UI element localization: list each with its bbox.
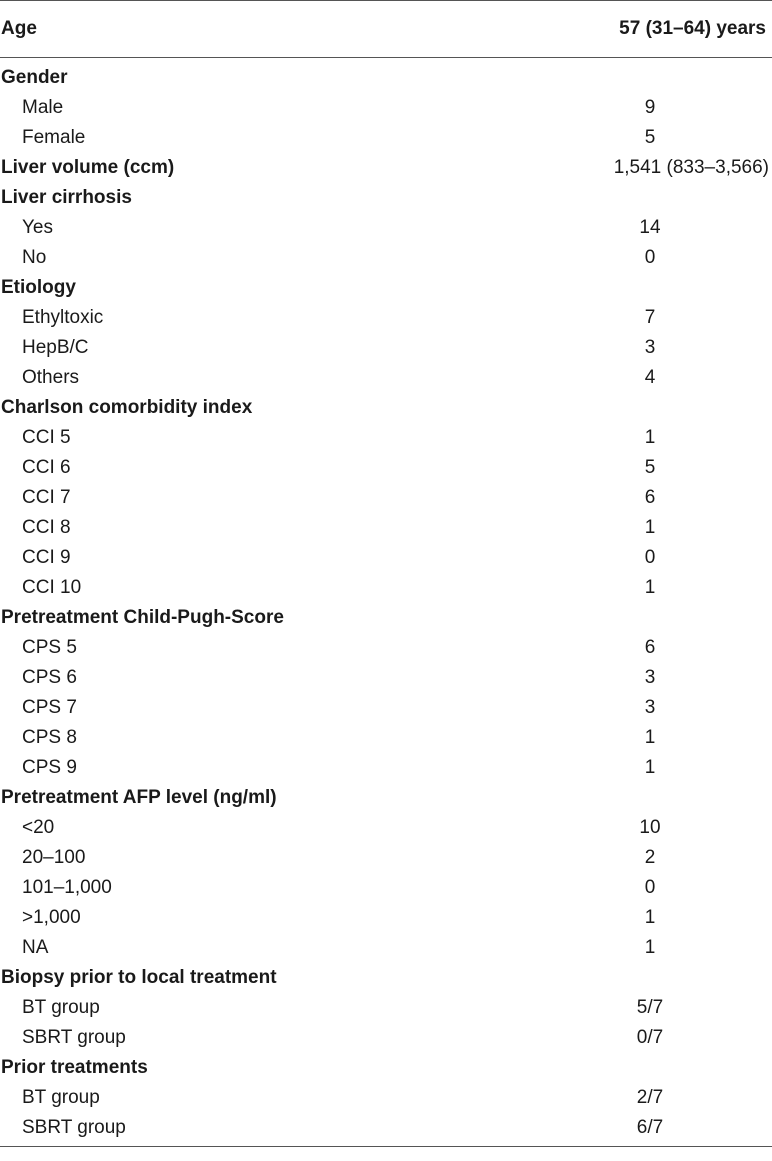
row-label: CCI 8 bbox=[22, 517, 71, 538]
row-label: CPS 7 bbox=[22, 697, 77, 718]
header-value: 57 (31–64) years bbox=[619, 18, 766, 39]
table-row bbox=[0, 753, 772, 783]
bottom-rule bbox=[0, 1146, 772, 1147]
row-value: 4 bbox=[644, 367, 656, 388]
row-label: Others bbox=[22, 367, 80, 388]
row-label: Biopsy prior to local treatment bbox=[1, 967, 277, 988]
row-value: 5 bbox=[644, 127, 656, 148]
row-value: 10 bbox=[639, 817, 661, 838]
table-row bbox=[0, 483, 772, 513]
row-label: SBRT group bbox=[22, 1027, 126, 1048]
table-row bbox=[0, 1023, 772, 1053]
row-label: Female bbox=[22, 127, 86, 148]
row-label: HepB/C bbox=[22, 337, 89, 358]
row-value: 1 bbox=[644, 727, 656, 748]
table-header-row bbox=[0, 1, 772, 58]
row-label: CPS 8 bbox=[22, 727, 77, 748]
table-row bbox=[0, 1083, 772, 1113]
table-row bbox=[0, 993, 772, 1023]
row-label: Pretreatment Child-Pugh-Score bbox=[1, 607, 284, 628]
row-value: 1 bbox=[644, 427, 656, 448]
table-row bbox=[0, 693, 772, 723]
section-row bbox=[0, 603, 772, 633]
table-row bbox=[0, 873, 772, 903]
row-value: 0 bbox=[644, 247, 656, 268]
section-row bbox=[0, 273, 772, 303]
row-label: CPS 6 bbox=[22, 667, 77, 688]
table-row bbox=[0, 1113, 772, 1143]
row-label: Gender bbox=[1, 67, 68, 88]
table-row bbox=[0, 513, 772, 543]
row-label: CCI 7 bbox=[22, 487, 71, 508]
row-value: 5/7 bbox=[636, 997, 664, 1018]
table-row bbox=[0, 303, 772, 333]
row-value: 1 bbox=[644, 517, 656, 538]
row-label: CPS 5 bbox=[22, 637, 77, 658]
row-value: 0 bbox=[644, 547, 656, 568]
row-value: 1,541 (833–3,566) bbox=[613, 157, 769, 178]
table-row bbox=[0, 663, 772, 693]
row-label: Charlson comorbidity index bbox=[1, 397, 253, 418]
row-label: SBRT group bbox=[22, 1117, 126, 1138]
table-row bbox=[0, 843, 772, 873]
row-label: Yes bbox=[22, 217, 53, 238]
row-label: Liver volume (ccm) bbox=[1, 157, 175, 178]
row-label: Male bbox=[22, 97, 64, 118]
section-row bbox=[0, 153, 772, 183]
table-row bbox=[0, 543, 772, 573]
row-label: CCI 9 bbox=[22, 547, 71, 568]
row-value: 1 bbox=[644, 937, 656, 958]
table-row bbox=[0, 363, 772, 393]
row-value: 5 bbox=[644, 457, 656, 478]
row-label: NA bbox=[22, 937, 49, 958]
row-label: 101–1,000 bbox=[22, 877, 112, 898]
section-row bbox=[0, 1053, 772, 1083]
section-row bbox=[0, 183, 772, 213]
row-label: CCI 5 bbox=[22, 427, 71, 448]
row-label: Pretreatment AFP level (ng/ml) bbox=[1, 787, 277, 808]
row-value: 14 bbox=[639, 217, 661, 238]
row-value: 2/7 bbox=[636, 1087, 664, 1108]
row-value: 3 bbox=[644, 667, 656, 688]
table-row bbox=[0, 453, 772, 483]
table-row bbox=[0, 243, 772, 273]
row-value: 0 bbox=[644, 877, 656, 898]
section-row bbox=[0, 783, 772, 813]
section-row bbox=[0, 393, 772, 423]
row-label: No bbox=[22, 247, 47, 268]
row-value: 3 bbox=[644, 337, 656, 358]
row-label: BT group bbox=[22, 997, 100, 1018]
table-row bbox=[0, 573, 772, 603]
table-row bbox=[0, 93, 772, 123]
header-label: Age bbox=[1, 18, 37, 39]
row-label: Ethyltoxic bbox=[22, 307, 104, 328]
row-label: BT group bbox=[22, 1087, 100, 1108]
row-value: 1 bbox=[644, 907, 656, 928]
table-row bbox=[0, 903, 772, 933]
section-row bbox=[0, 63, 772, 93]
row-label: Etiology bbox=[1, 277, 76, 298]
row-value: 0/7 bbox=[636, 1027, 664, 1048]
table-row bbox=[0, 723, 772, 753]
row-value: 3 bbox=[644, 697, 656, 718]
table-row bbox=[0, 933, 772, 963]
section-row bbox=[0, 963, 772, 993]
row-label: 20–100 bbox=[22, 847, 86, 868]
table-row bbox=[0, 423, 772, 453]
row-value: 6/7 bbox=[636, 1117, 664, 1138]
row-value: 6 bbox=[644, 637, 656, 658]
table-row bbox=[0, 813, 772, 843]
table-row bbox=[0, 123, 772, 153]
row-label: CCI 10 bbox=[22, 577, 82, 598]
row-value: 7 bbox=[644, 307, 656, 328]
table-row bbox=[0, 213, 772, 243]
row-value: 9 bbox=[644, 97, 656, 118]
row-value: 6 bbox=[644, 487, 656, 508]
row-label: Liver cirrhosis bbox=[1, 187, 132, 208]
row-value: 1 bbox=[644, 577, 656, 598]
row-label: CPS 9 bbox=[22, 757, 77, 778]
table-row bbox=[0, 633, 772, 663]
row-label: >1,000 bbox=[22, 907, 81, 928]
table-row bbox=[0, 333, 772, 363]
row-label: Prior treatments bbox=[1, 1057, 148, 1078]
row-value: 1 bbox=[644, 757, 656, 778]
row-label: <20 bbox=[22, 817, 55, 838]
row-value: 2 bbox=[644, 847, 656, 868]
row-label: CCI 6 bbox=[22, 457, 71, 478]
table-body bbox=[0, 63, 772, 1143]
